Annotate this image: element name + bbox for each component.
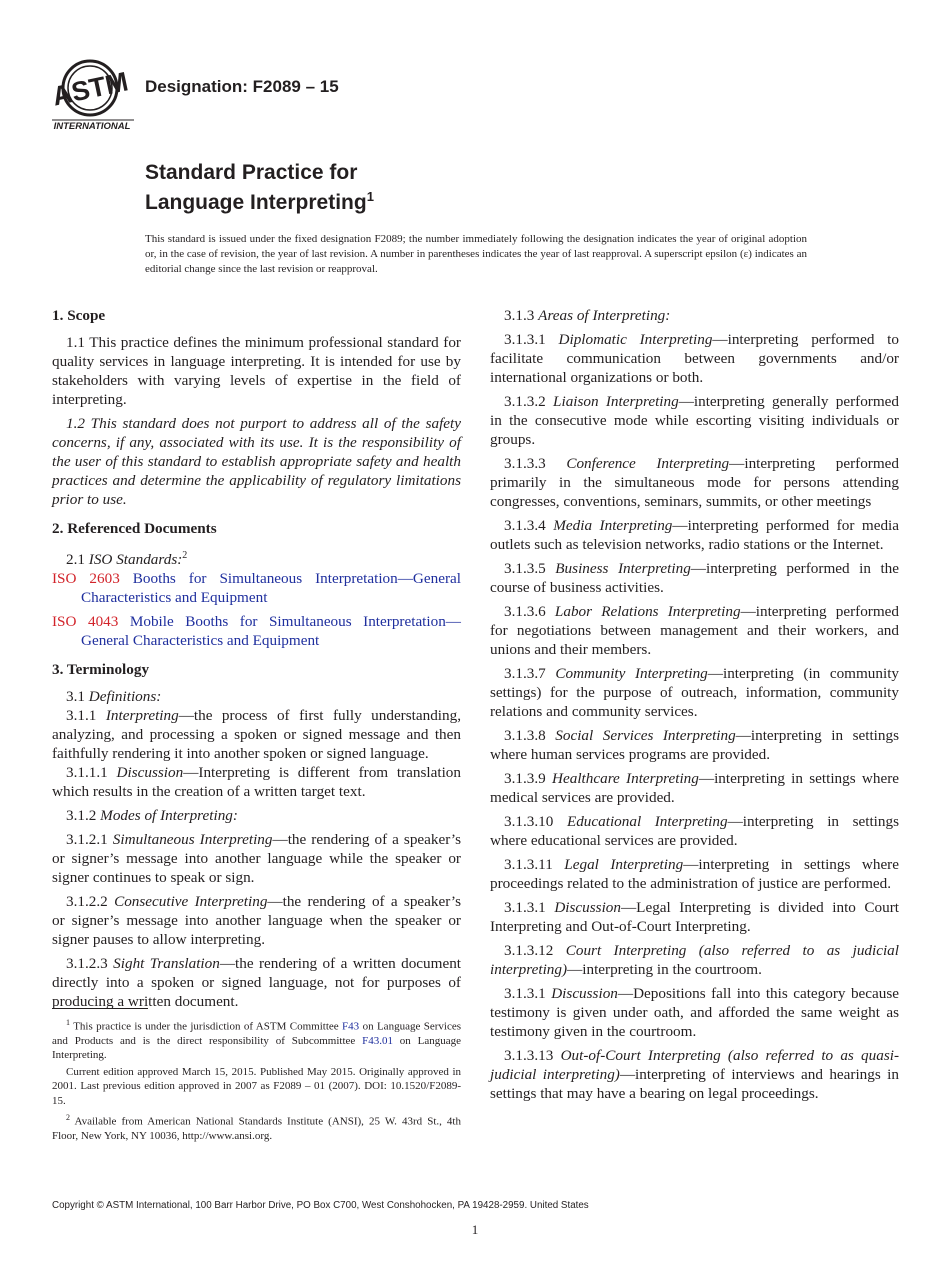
definition-item: 3.1.3.11 Legal Interpreting—interpreting in settings where proceedings related to the administration of justice are performed. [490, 856, 899, 892]
definition-3-1-1: 3.1.1 Interpreting—the process of first fully understanding, analyzing, and processing a spoken or signed message and then faithfully rendering it into another spoken or signed language. [52, 707, 462, 763]
term: Media Interpreting [553, 517, 673, 534]
reference-title[interactable]: Booths for Simultaneous Interpretation—General Characteristics and Equipment [81, 570, 461, 607]
copyright-notice: Copyright © ASTM International, 100 Barr Harbor Drive, PO Box C700, West Conshohocken, PA 19428-2959. United States [52, 1200, 589, 1211]
definition-3-1-2-1: 3.1.2.1 Simultaneous Interpreting—the rendering of a speaker’s or signer’s message into another language while the speaker or signer continues to speak or sign. [52, 831, 462, 887]
designation: Designation: F2089 – 15 [145, 77, 339, 96]
paragraph-3-1-2: 3.1.2 Modes of Interpreting: [66, 807, 238, 825]
section-heading-terminology: 3. Terminology [52, 661, 150, 679]
definition-3-1-2-2: 3.1.2.2 Consecutive Interpreting—the rendering of a speaker’s or signer’s message into another language when the speaker or signer pauses to allow interpreting. [52, 893, 461, 949]
page-title-text: Language Interpreting [145, 191, 367, 214]
reference-code[interactable]: ISO 4043 [52, 613, 119, 631]
paragraph-1-2 [52, 414, 461, 509]
svg-text:ASTM: ASTM [50, 66, 131, 112]
definition-item: 3.1.3.4 Media Interpreting—interpreting performed for media outlets such as television networks, radio stations or the Internet. [490, 517, 900, 553]
left-column [52, 306, 461, 1016]
term: Diplomatic Interpreting [558, 331, 713, 348]
definition-item: 3.1.3.2 Liaison Interpreting—interpreting generally performed in the consecutive mode while escorting visiting individuals or groups. [490, 393, 899, 448]
page-title-line2 [145, 184, 374, 216]
reference-title[interactable]: Mobile Booths for Simultaneous Interpretation—General Characteristics and Equipment [81, 613, 461, 650]
paragraph-3-1-3: 3.1.3 Areas of Interpreting: [504, 307, 671, 324]
section-heading-scope: 1. Scope [52, 307, 106, 324]
footnote-1: $^1$ This practice is under the jurisdiction of ASTM Committee F43 on Language Services and Products and is the direct responsibility of Subcommittee F43.01 on Language Interpreting. [52, 1018, 461, 1062]
title-footnote-mark: 1 [366, 189, 374, 204]
areas-list [490, 330, 899, 1103]
footnote-edition: Current edition approved March 15, 2015. Published May 2015. Originally approved in 2001. Last previous edition approved in 2007 as F2089 – 01 (2007). DOI: 10.1520/F2089-15. [52, 1066, 461, 1107]
term: Business Interpreting [555, 560, 691, 577]
footnote-2: $^2$ Available from American National Standards Institute (ANSI), 25 W. 43rd St., 4th Floor, New York, NY 10036, http://www.ansi.org. [52, 1112, 461, 1142]
paragraph-1-1: 1.1 This practice defines the minimum professional standard for quality services in language interpreting. It is intended for use by stakeholders with varying levels of expertise in the field of interpreting. [52, 334, 461, 408]
discussion-3-1-1-1: 3.1.1.1 Discussion—Interpreting is different from translation which results in the creation of a written target text. [52, 764, 461, 801]
issued-note: This standard is issued under the fixed designation F2089; the number immediately following the designation indicates the year of original adoption or, in the case of revision, the year of last revision. A number in parentheses indicates the year of last reapproval. A superscript epsilon (ε) indicates an editorial change since the last revision or reapproval. [145, 233, 807, 275]
term: Social Services Interpreting [555, 727, 736, 744]
reference-item[interactable] [52, 612, 461, 650]
footnote-divider [52, 1008, 148, 1009]
reference-list [52, 569, 461, 650]
safety-caveat: 1.2 This standard does not purport to address all of the safety concerns, if any, associated with its use. It is the responsibility of the user of this standard to establish appropriate safety and health practices and determine the applicability of regulatory limitations prior to use. [52, 415, 461, 508]
discussion-item: 3.1.3.1 Discussion—Depositions fall into this category because testimony is given under oath, and afforded the same weight as testimony given in the courtroom. [490, 985, 900, 1040]
definition-item: 3.1.3.8 Social Services Interpreting—interpreting in settings where human services programs are provided. [490, 727, 899, 763]
term: Healthcare Interpreting [552, 770, 699, 787]
reference-item[interactable] [52, 569, 461, 607]
definition-item: 3.1.3.5 Business Interpreting—interpreting performed in the course of business activities. [490, 560, 899, 596]
definition-item: 3.1.3.1 Diplomatic Interpreting—interpreting performed to facilitate communication between governments and/or international organizations or both. [490, 331, 899, 386]
committee-f43-link[interactable]: F43 [342, 1020, 360, 1033]
term: Community Interpreting [555, 665, 708, 682]
definition-item: 3.1.3.6 Labor Relations Interpreting—interpreting performed for negotiations between management and their workers, and unions and their members. [490, 603, 899, 658]
term: Legal Interpreting [564, 856, 684, 873]
subcommittee-f43-01-link[interactable]: F43.01 [362, 1034, 393, 1047]
svg-text:INTERNATIONAL: INTERNATIONAL [53, 121, 131, 131]
definition-item: 3.1.3.12 Court Interpreting (also referred to as judicial interpreting)—interpreting in the courtroom. [490, 942, 899, 978]
footnotes [52, 1016, 461, 1146]
definition-item: 3.1.3.7 Community Interpreting—interpreting (in community settings) for the purpose of outreach, information, community relations and community services. [490, 665, 900, 720]
discussion-item: 3.1.3.1 Discussion—Legal Interpreting is divided into Court Interpreting and Out-of-Court Interpreting. [490, 899, 900, 935]
paragraph-3-1: 3.1 Definitions: [66, 688, 162, 706]
astm-logo [50, 55, 136, 131]
definition-item: 3.1.3.10 Educational Interpreting—interpreting in settings where educational services are provided. [490, 813, 900, 849]
reference-code[interactable]: ISO 2603 [52, 570, 120, 588]
definition-3-1-2-3: 3.1.2.3 Sight Translation—the rendering of a written document directly into a spoken or signed language, not for purposes of producing a written document. [52, 955, 462, 1011]
page-title-line1: Standard Practice for [145, 161, 358, 184]
section-heading-referenced-documents: 2. Referenced Documents [52, 520, 217, 537]
term: Discussion [551, 985, 618, 1002]
term: Court Interpreting (also referred to as judicial interpreting) [490, 942, 899, 978]
astm-logo-icon [50, 55, 136, 131]
right-column [490, 306, 899, 1108]
term: Labor Relations Interpreting [554, 603, 741, 620]
term: Discussion [554, 899, 621, 916]
term: Educational Interpreting [566, 813, 728, 830]
term: Liaison Interpreting [553, 393, 679, 410]
term: Out-of-Court Interpreting (also referred to as quasi-judicial interpreting) [490, 1047, 900, 1083]
page-number: 1 [471, 1222, 479, 1237]
definition-item: 3.1.3.3 Conference Interpreting—interpreting performed primarily in the simultaneous mode for persons attending congresses, conventions, seminars, summits, or other meetings [490, 455, 899, 510]
term: Conference Interpreting [566, 455, 730, 472]
definition-item: 3.1.3.9 Healthcare Interpreting—interpreting in settings where medical services are provided. [490, 770, 899, 806]
paragraph-2-1: 2.1 ISO Standards:$^2$ [66, 550, 188, 569]
definition-item: 3.1.3.13 Out-of-Court Interpreting (also referred to as quasi-judicial interpreting)—interpreting of interviews and hearings in settings that may have a bearing on legal proceedings. [490, 1047, 900, 1102]
